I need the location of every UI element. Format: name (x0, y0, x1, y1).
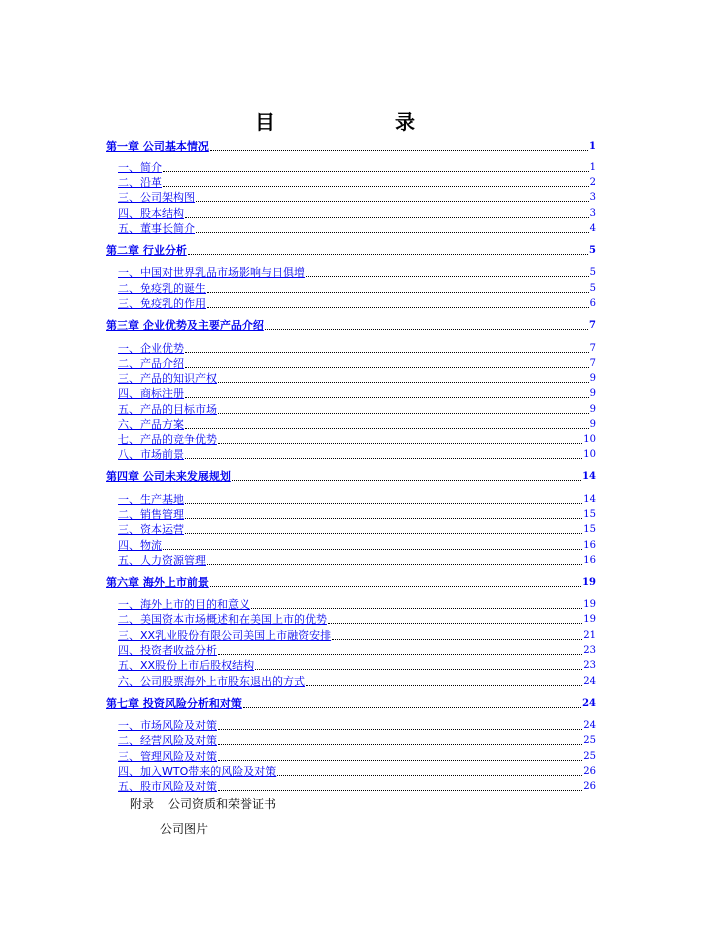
toc-dot-leader (265, 328, 588, 330)
toc-dot-leader (328, 622, 582, 624)
toc-section-entry[interactable] (106, 296, 596, 312)
toc-page-number: 25 (583, 735, 596, 746)
toc-section-entry[interactable] (106, 160, 596, 176)
toc-section-entry[interactable] (106, 538, 596, 554)
toc-entry-label: 第一章 公司基本情况 (106, 140, 209, 153)
toc-dot-leader (185, 502, 582, 504)
toc-page-number: 6 (589, 298, 596, 309)
toc-page-number: 3 (589, 208, 596, 219)
toc-section-entry[interactable] (106, 190, 596, 206)
toc-section-entry[interactable] (106, 432, 596, 448)
toc-dot-leader (185, 532, 582, 534)
toc-entry-label: 第四章 公司未来发展规划 (106, 470, 231, 483)
toc-section-entry[interactable] (106, 628, 596, 644)
toc-dot-leader (196, 200, 589, 202)
toc-dot-leader (218, 381, 589, 383)
toc-dot-leader (218, 789, 582, 791)
toc-section-entry[interactable] (106, 492, 596, 508)
toc-page-number: 14 (582, 471, 596, 482)
toc-dot-leader (210, 149, 588, 151)
toc-section-entry[interactable] (106, 386, 596, 402)
toc-entry-label: 二、经营风险及对策 (118, 734, 217, 747)
toc-dot-leader (232, 479, 581, 481)
toc-section-entry[interactable] (106, 507, 596, 523)
toc-page-number: 23 (583, 645, 596, 656)
toc-section-entry[interactable] (106, 341, 596, 357)
toc-dot-leader (207, 291, 589, 293)
toc-section-entry[interactable] (106, 447, 596, 463)
toc-section-entry[interactable] (106, 612, 596, 628)
toc-dot-leader (332, 638, 582, 640)
toc-section-entry[interactable] (106, 643, 596, 659)
toc-dot-leader (185, 396, 589, 398)
toc-page-number: 21 (583, 630, 596, 641)
toc-dot-leader (185, 427, 589, 429)
toc-dot-leader (185, 457, 582, 459)
toc-page-number: 7 (589, 358, 596, 369)
toc-entry-label: 六、公司股票海外上市股东退出的方式 (118, 675, 305, 688)
toc-entry-label: 五、董事长简介 (118, 222, 195, 235)
toc-page-number: 7 (589, 343, 596, 354)
toc-entry-label: 四、加入WTO带来的风险及对策 (118, 765, 277, 778)
toc-entry-label: 二、美国资本市场概述和在美国上市的优势 (118, 613, 327, 626)
toc-section-entry[interactable] (106, 402, 596, 418)
toc-entry-label: 三、资本运营 (118, 523, 184, 536)
toc-dot-leader (163, 548, 582, 550)
toc-entry-label: 四、股本结构 (118, 207, 184, 220)
toc-dot-leader (163, 185, 589, 187)
toc-entry-label: 二、沿革 (118, 176, 162, 189)
toc-entry-label: 第二章 行业分析 (106, 244, 187, 257)
toc-dot-leader (277, 774, 582, 776)
toc-page-number: 7 (589, 320, 596, 331)
toc-dot-leader (243, 706, 581, 708)
toc-page-number: 5 (589, 267, 596, 278)
toc-page-number: 3 (589, 192, 596, 203)
toc-entry-label: 一、生产基地 (118, 493, 184, 506)
toc-chapter-entry[interactable] (106, 243, 596, 259)
toc-page-number: 15 (583, 524, 596, 535)
toc-dot-leader (218, 743, 582, 745)
toc-chapter-entry[interactable] (106, 469, 596, 485)
toc-dot-leader (218, 412, 589, 414)
toc-section-entry[interactable] (106, 553, 596, 569)
toc-page-number: 16 (583, 555, 596, 566)
toc-section-entry[interactable] (106, 658, 596, 674)
toc-page-number: 23 (583, 660, 596, 671)
toc-dot-leader (207, 306, 589, 308)
toc-entry-label: 一、市场风险及对策 (118, 719, 217, 732)
toc-entry-label: 一、简介 (118, 161, 162, 174)
toc-entry-label: 四、商标注册 (118, 387, 184, 400)
toc-page-number: 5 (589, 283, 596, 294)
toc-dot-leader (207, 563, 582, 565)
toc-section-entry[interactable] (106, 281, 596, 297)
toc-dot-leader (306, 275, 589, 277)
toc-entry-label: 三、XX乳业股份有限公司美国上市融资安排 (118, 629, 332, 642)
toc-section-entry[interactable] (106, 597, 596, 613)
appendix-text: 公司资质和荣誉证书 (168, 797, 277, 811)
toc-dot-leader (306, 684, 582, 686)
toc-page-number: 2 (589, 177, 596, 188)
toc-page-number: 4 (589, 223, 596, 234)
toc-section-entry[interactable] (106, 779, 596, 795)
toc-entry-label: 三、管理风险及对策 (118, 750, 217, 763)
toc-entry-label: 五、产品的目标市场 (118, 403, 217, 416)
toc-dot-leader (188, 253, 588, 255)
page-title: 目 录 (255, 110, 465, 134)
toc-dot-leader (218, 759, 582, 761)
appendix-line (130, 795, 276, 812)
toc-entry-label: 八、市场前景 (118, 448, 184, 461)
toc-entry-label: 三、产品的知识产权 (118, 372, 217, 385)
toc-page-number: 26 (583, 766, 596, 777)
toc-chapter-entry[interactable] (106, 696, 596, 712)
toc-section-entry[interactable] (106, 749, 596, 765)
toc-entry-label: 四、物流 (118, 539, 162, 552)
toc-page-number: 9 (589, 404, 596, 415)
toc-page-number: 10 (583, 449, 596, 460)
toc-page-number: 24 (583, 720, 596, 731)
toc-entry-label: 一、海外上市的目的和意义 (118, 598, 250, 611)
toc-page-number: 5 (589, 245, 596, 256)
toc-entry-label: 第三章 企业优势及主要产品介绍 (106, 319, 264, 332)
toc-dot-leader (218, 653, 582, 655)
toc-chapter-entry[interactable] (106, 318, 596, 334)
toc-entry-label: 五、XX股份上市后股权结构 (118, 659, 255, 672)
toc-entry-label: 二、销售管理 (118, 508, 184, 521)
toc-entry-label: 六、产品方案 (118, 418, 184, 431)
toc-page-number: 10 (583, 434, 596, 445)
toc-page-number: 1 (589, 141, 596, 152)
toc-page-number: 9 (589, 373, 596, 384)
toc-dot-leader (185, 517, 582, 519)
toc-chapter-entry[interactable] (106, 575, 596, 591)
toc-entry-label: 三、公司架构图 (118, 191, 195, 204)
toc-section-entry[interactable] (106, 206, 596, 222)
toc-section-entry[interactable] (106, 417, 596, 433)
toc-page-number: 14 (583, 494, 596, 505)
toc-dot-leader (185, 216, 589, 218)
toc-page-number: 19 (582, 577, 596, 588)
toc-page-number: 9 (589, 419, 596, 430)
toc-section-entry[interactable] (106, 674, 596, 690)
toc-dot-leader (185, 366, 589, 368)
toc-page-number: 16 (583, 540, 596, 551)
toc-chapter-entry[interactable] (106, 139, 596, 155)
toc-entry-label: 五、股市风险及对策 (118, 780, 217, 793)
toc-section-entry[interactable] (106, 522, 596, 538)
appendix-label: 附录 (130, 797, 155, 811)
toc-page-number: 26 (583, 781, 596, 792)
toc-section-entry[interactable] (106, 221, 596, 237)
toc-entry-label: 四、投资者收益分析 (118, 644, 217, 657)
toc-dot-leader (210, 585, 581, 587)
toc-section-entry[interactable] (106, 718, 596, 734)
toc-entry-label: 第六章 海外上市前景 (106, 576, 209, 589)
toc-dot-leader (163, 170, 589, 172)
toc-dot-leader (185, 351, 589, 353)
toc-section-entry[interactable] (106, 175, 596, 191)
toc-page-number: 24 (583, 676, 596, 687)
toc-entry-label: 二、产品介绍 (118, 357, 184, 370)
toc-entry-label: 七、产品的竞争优势 (118, 433, 217, 446)
toc-entry-label: 第七章 投资风险分析和对策 (106, 697, 242, 710)
toc-page-number: 9 (589, 388, 596, 399)
toc-section-entry[interactable] (106, 356, 596, 372)
toc-section-entry[interactable] (106, 371, 596, 387)
toc-page-number: 19 (583, 599, 596, 610)
toc-dot-leader (196, 231, 589, 233)
toc-dot-leader (251, 607, 582, 609)
toc-entry-label: 五、人力资源管理 (118, 554, 206, 567)
toc-entry-label: 二、免疫乳的诞生 (118, 282, 206, 295)
toc-section-entry[interactable] (106, 733, 596, 749)
toc-dot-leader (218, 442, 582, 444)
toc-page-number: 25 (583, 751, 596, 762)
toc-entry-label: 一、中国对世界乳品市场影响与日俱增 (118, 266, 305, 279)
company-photos-line: 公司图片 (160, 822, 209, 836)
toc-entry-label: 一、企业优势 (118, 342, 184, 355)
toc-dot-leader (255, 668, 582, 670)
toc-section-entry[interactable] (106, 764, 596, 780)
table-of-contents (106, 0, 596, 931)
toc-page-number: 1 (589, 162, 596, 173)
toc-entry-label: 三、免疫乳的作用 (118, 297, 206, 310)
toc-section-entry[interactable] (106, 265, 596, 281)
toc-page-number: 19 (583, 614, 596, 625)
toc-page-number: 24 (582, 698, 596, 709)
toc-page-number: 15 (583, 509, 596, 520)
toc-dot-leader (218, 728, 582, 730)
